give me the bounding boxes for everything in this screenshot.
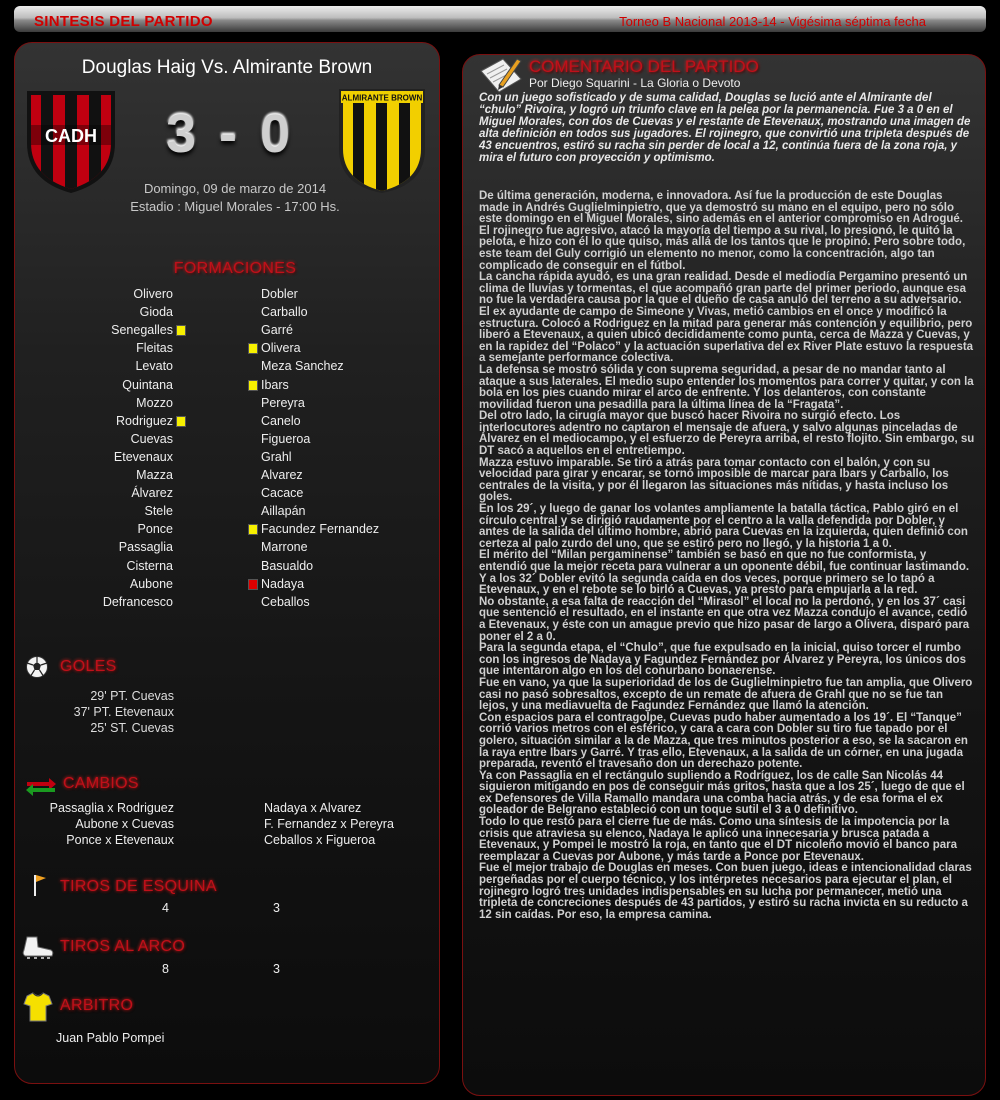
shirt-icon xyxy=(23,991,53,1023)
lineup-row xyxy=(15,378,440,396)
home-player: Cisterna xyxy=(126,558,173,573)
away-substitution: F. Fernandez x Pereyra xyxy=(264,817,394,831)
match-title: Douglas Haig Vs. Almirante Brown xyxy=(81,57,373,78)
commentary-paragraph: Todo lo que restó para el cierre fue de más. Como una síntesis de la impotencia por la crisis que atraviesa su elenco, Nadaya le aplicó una innecesaria y brusca patada a Etevenaux, y Pompei le mostró la roja, en tanto que el DT nicoleño movió el banco para reemplazar a Cuevas por Aubone, y más tarde a Ponce por Etevenaux. xyxy=(479,816,958,863)
commentary-paragraph: El ex ayudante de campo de Simeone y Vivas, metió cambios en el once y modificó la estructura. Colocó a Rodriguez en la mitad para generar más contención y equilibrio, pero liberó a Etevenaux, a quien ubicó decididamente como punta, cerca de Mazza y Cuevas, y en la rapidez del “Polaco” y la actuación superlativa del ex River Plate estuvo la respuesta a semejante performance colectiva. xyxy=(479,305,974,365)
commentary-paragraph: Del otro lado, la cirugía mayor que buscó hacer Rivoira no surgió efecto. Los interlocutores adentro no captaron el mensaje de afuera, y salvo algunas pinceladas de Álvarez en el mediocampo, y el esfuerzo de Pereyra arriba, el resto flojito. Sin embargo, su DT sacó a aquellos en el entretiempo. xyxy=(479,410,975,458)
home-crest xyxy=(21,85,121,193)
lineup-row xyxy=(15,468,440,486)
home-player: Álvarez xyxy=(131,486,173,501)
commentary-paragraph: Con espacios para el contragolpe, Cuevas pudo haber aumentado a los 19´. El “Tanque” corrió varios metros con el esférico, y cara a cara con Dobler su tiro fue tapado por el golero, situación similar a la de Mazza, que tres minutos posterior a eso, se la sacaron en la raya entre Ibars y Garré. Y tras ello, Etevenaux, a la salida de un córner, en una jugada preparada, reventó el travesaño don un derechazo potente. xyxy=(479,711,968,771)
lineup-row xyxy=(15,540,440,558)
goal-item: 25' ST. Cuevas xyxy=(90,721,174,735)
match-summary-panel xyxy=(14,42,440,1084)
shots-home: 8 xyxy=(162,962,169,976)
shots-away: 3 xyxy=(273,962,280,976)
lineup-row xyxy=(15,486,440,504)
away-crest-text: ALMIRANTE BROWN xyxy=(341,93,423,103)
home-player: Cuevas xyxy=(130,431,173,446)
home-player: Aubone xyxy=(129,576,173,591)
match-date: Domingo, 09 de marzo de 2014 xyxy=(143,181,327,196)
corners-home: 4 xyxy=(162,901,169,915)
commentary-paragraph: La cancha rápida ayudó, es una gran realidad. Desde el mediodía Pergamino presentó un clima de lluvias y tormentas, el que acompañó gran parte del primer periodo, aunque esa no fue la verdadera causa por la que el dueño de casa anuló del terreno a su adversario. xyxy=(479,271,968,307)
home-player: Rodriguez xyxy=(116,413,173,428)
away-player: Nadaya xyxy=(261,576,305,591)
away-player: Ibars xyxy=(261,377,289,392)
home-substitution: Ponce x Etevenaux xyxy=(66,833,174,847)
lineup-row xyxy=(15,450,440,468)
lineup-row xyxy=(15,305,440,323)
lineup-row xyxy=(15,341,440,359)
lineup-row xyxy=(15,396,440,414)
commentary-paragraph: Fue en vano, ya que la superioridad de los de Guglielminpietro fue tan amplia, que Olivero casi no pasó sobresaltos, excepto de un remate de afuera de Grahl que no se fue tan lejos, y una mediavuelta de Fagundez Fernández que llamó la atención. xyxy=(479,676,973,713)
lineup-row xyxy=(15,595,440,613)
top-banner xyxy=(14,6,986,32)
referee-title: ARBITRO xyxy=(60,997,134,1014)
away-player: Carballo xyxy=(261,305,308,320)
yellow-card-icon xyxy=(176,325,186,336)
home-player: Ponce xyxy=(137,522,173,537)
away-player: Olivera xyxy=(261,341,301,356)
away-player: Cacace xyxy=(261,486,304,501)
away-player: Marrone xyxy=(261,540,308,555)
boot-icon xyxy=(21,935,55,961)
commentary-paragraph: Mazza estuvo imparable. Se tiró a atrás para tomar contacto con el balón, y con su velocidad para girar y encarar, se tornó imposible de marcar para Ibars y Carballo, los centrales de la visita, y por él llegaron las situaciones más nítidas, y hasta incluso los goles. xyxy=(479,456,949,504)
commentary-paragraph: En los 29´, y luego de ganar los volantes ampliamente la batalla táctica, Pablo giró en el círculo central y se dirigió raudamente por el centro a la valla defendida por Dobler, y antes de la salida del último hombre, abrió para Cuevas en la izquierda, quien definió con certeza al palo zurdo del uno, que se estiró pero no llegó, y la historia 1 a 0. xyxy=(479,503,968,550)
home-player: Defrancesco xyxy=(102,594,173,609)
tournament-label: Torneo B Nacional 2013-14 - Vigésima séptima fecha xyxy=(619,14,926,29)
away-player: Garré xyxy=(261,323,293,338)
commentary-paragraph: La defensa se mostró sólida y con suprema seguridad, a pesar de no mandar tanto al ataque a sus laterales. El medio supo entender los momentos para correr y quitar, y con la bola en los pies cuando mirar el arco de enfrente. Y los delanteros, con constante movilidad fueron una pesadilla para la última línea de la “Fragata”. xyxy=(479,363,974,411)
lineup-row xyxy=(15,522,440,540)
commentary-summary: Con un juego sofisticado y de suma calidad, Douglas se lució ante el Almirante del “chulo” Rivoira, y logró un triunfo clave en la pelea por la permanencia. Fue 3 a 0 en el Miguel Morales, con dos de Cuevas y el restante de Etevenaux, mostrando una imagen de alta definición en todos sus jugadores. El rojinegro, que convirtió una tripleta después de 43 encuentros, estiró su racha sin perder de local a 12, continúa fuera de la zona roja, y mira el futuro con proyección y optimismo. xyxy=(479,92,971,164)
away-player: Basualdo xyxy=(261,558,314,573)
home-substitution: Passaglia x Rodriguez xyxy=(49,801,174,815)
home-player: Etevenaux xyxy=(113,449,173,464)
goal-item: 29' PT. Cuevas xyxy=(90,689,174,703)
yellow-card-icon xyxy=(248,524,258,535)
commentary-paragraph: El rojinegro fue agresivo, atacó la mayoría del tiempo a su rival, lo presionó, le quitó la pelota, e hizo con él lo que quiso, más allá de los tantos que le propinó. Pero sobre todo, este team del Guly corrigió un elemento no menor, como la concentración, algo tan complicado de conseguir en el fútbol. xyxy=(479,224,966,272)
red-card-icon xyxy=(248,579,258,590)
away-player: Ceballos xyxy=(261,594,310,609)
away-player: Alvarez xyxy=(261,468,303,482)
commentary-paragraph: Para la segunda etapa, el “Chulo”, que fue expulsado en la inicial, quiso torcer el rumbo con los ingresos de Nadaya y Fagundez Fernández por Álvarez y Pereyra, los únicos dos que intentaron algo en los del conurbano bonaerense. xyxy=(479,642,966,678)
away-player: Dobler xyxy=(261,287,298,301)
yellow-card-icon xyxy=(248,343,258,354)
commentary-paragraph: Fue el mejor trabajo de Douglas en meses. Con buen juego, ideas e intencionalidad claras pergeñadas por el cuerpo técnico, y los intérpretes necesarios para ejecutar el plan, el rojinegro logró tres unidades indispensables en su lucha por permanecer, metió una tripleta de concreciones después de 43 partidos, y estiró su racha invicta en su reducto a 12 sin caídas. Por eso, la empresa camina. xyxy=(479,862,972,921)
home-player: Passaglia xyxy=(118,540,173,555)
formations-title: FORMACIONES xyxy=(173,260,297,277)
home-player: Quintana xyxy=(122,377,173,392)
lineup-row xyxy=(15,287,440,305)
corner-flag-icon xyxy=(31,873,49,897)
away-player: Grahl xyxy=(261,449,292,464)
away-substitution: Nadaya x Alvarez xyxy=(264,801,362,815)
lineup-row xyxy=(15,577,440,595)
lineup-row xyxy=(15,432,440,450)
lineup-row xyxy=(15,504,440,522)
commentary-author: Por Diego Squarini - La Gloria o Devoto xyxy=(529,76,741,90)
yellow-card-icon xyxy=(248,380,258,391)
match-commentary-panel xyxy=(462,54,986,1096)
commentary-paragraph: El mérito del “Milan pergaminense” también se basó en que no fue conformista, y entendió que la mejor receta para vulnerar a un oponente débil, fue continuar lastimando. Y a los 32´ Dobler evitó la segunda caída en dos veces, porque primero se lo tapó a Etevenaux, y en el rebote se lo birló a Cuevas, ya presto para empujarla a la red. xyxy=(479,549,970,597)
corners-title: TIROS DE ESQUINA xyxy=(60,878,217,895)
shots-title: TIROS AL ARCO xyxy=(60,938,186,955)
substitution-arrows-icon xyxy=(25,775,57,797)
subs-title: CAMBIOS xyxy=(63,775,139,792)
soccer-ball-icon xyxy=(25,655,49,679)
yellow-card-icon xyxy=(176,416,186,427)
home-player: Senegalles xyxy=(111,323,173,338)
referee-name: Juan Pablo Pompei xyxy=(56,1031,165,1045)
goal-item: 37' PT. Etevenaux xyxy=(73,705,174,719)
home-player: Fleitas xyxy=(136,341,173,356)
home-substitution: Aubone x Cuevas xyxy=(75,817,174,831)
notepad-pencil-icon xyxy=(477,55,525,95)
home-player: Mazza xyxy=(136,468,173,482)
home-crest-text: CADH xyxy=(45,126,97,146)
section-heading: SINTESIS DEL PARTIDO xyxy=(34,13,213,30)
match-venue: Estadio : Miguel Morales - 17:00 Hs. xyxy=(130,199,340,214)
corners-away: 3 xyxy=(273,901,280,915)
commentary-paragraph: Ya con Passaglia en el rectángulo supliendo a Rodríguez, los de calle San Nicolás 44 siguieron mitigando en pos de conseguir más gritos, hasta que a los 25´, luego de que el ex Defensores de Villa Ramallo mandara una comba hacia atrás, y de esa forma el ex goleador de Belgrano estableció con un toque sutil el 3 a 0 definitivo. xyxy=(479,769,965,817)
lineup-row xyxy=(15,559,440,577)
home-player: Gioda xyxy=(139,305,173,320)
away-player: Aillapán xyxy=(261,504,306,519)
away-player: Canelo xyxy=(261,413,301,428)
lineup-row xyxy=(15,323,440,341)
away-crest xyxy=(337,85,427,193)
away-player: Pereyra xyxy=(261,395,305,410)
home-player: Olivero xyxy=(133,287,173,301)
commentary-title: COMENTARIO DEL PARTIDO xyxy=(529,57,759,76)
away-player: Meza Sanchez xyxy=(261,359,344,374)
home-player: Levato xyxy=(135,359,173,374)
commentary-paragraph: No obstante, a esa falta de reacción del “Mirasol” el local no la perdonó, y en los 37´ casi que sentenció el resultado, en el instante en que otra vez Mazza condujo el avance, cedió a Etevenaux, y éste con un amague previo que hizo pasar de largo a Olivera, disparó para poner el 2 a 0. xyxy=(479,595,970,643)
away-player: Figueroa xyxy=(261,431,311,446)
home-player: Mozzo xyxy=(136,395,173,410)
away-player: Facundez Fernandez xyxy=(261,522,380,537)
home-player: Stele xyxy=(144,504,173,519)
lineup-row xyxy=(15,414,440,432)
score: 3 - 0 xyxy=(165,104,295,164)
commentary-body xyxy=(479,191,975,921)
lineup-row xyxy=(15,359,440,377)
away-substitution: Ceballos x Figueroa xyxy=(264,833,376,847)
goals-title: GOLES xyxy=(60,658,117,675)
commentary-paragraph: De última generación, moderna, e innovadora. Así fue la producción de este Douglas made in Andrés Guglielminpietro, que ya demostró su mano en el equipo, pero no sólo este domingo en el Miguel Morales, sino además en el anterior compromiso en Adrogué. xyxy=(479,190,963,226)
